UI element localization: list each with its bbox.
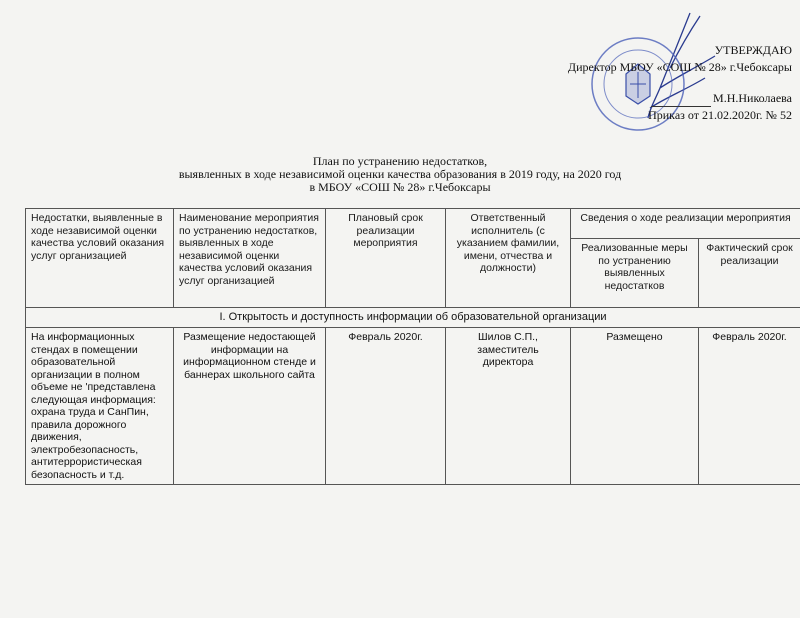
- header-done-measures: Реализованные меры по устранению выявленных недостатков: [571, 239, 699, 308]
- header-deadline: Плановый срок реализации мероприятия: [326, 209, 446, 308]
- cell-deadline: Февраль 2020г.: [326, 328, 446, 485]
- cell-deficiency: На информационных стендах в помещении образовательной организации в полном объеме не 'представлена следующая информация: охрана труда и СанПин, правила дорожного движения, электробезопасность, антитеррористическая безопасность и т.д.: [26, 328, 174, 485]
- header-deficiency: Недостатки, выявленные в ходе независимой оценки качества условий оказания услуг организацией: [26, 209, 174, 308]
- document-title: [0, 155, 800, 194]
- approval-signatory: М.Н.Николаева: [713, 91, 792, 105]
- title-line-3: в МБОУ «СОШ № 28» г.Чебоксары: [309, 180, 491, 194]
- plan-table: [25, 208, 800, 485]
- section-row: [26, 308, 800, 328]
- approval-block: [568, 42, 792, 124]
- approval-order: Приказ от 21.02.2020г. № 52: [648, 108, 792, 122]
- cell-done: Размещено: [571, 328, 699, 485]
- table-header-row: [26, 209, 800, 239]
- cell-actual: Февраль 2020г.: [699, 328, 800, 485]
- header-progress-group: Сведения о ходе реализации мероприятия: [571, 209, 800, 239]
- cell-measure: Размещение недостающей информации на информационном стенде и баннерах школьного сайта: [174, 328, 326, 485]
- section-title: I. Открытость и доступность информации об образовательной организации: [26, 308, 800, 328]
- cell-responsible: Шилов С.П., заместитель директора: [446, 328, 571, 485]
- approval-heading: УТВЕРЖДАЮ: [714, 43, 792, 57]
- header-responsible: Ответственный исполнитель (с указанием фамилии, имени, отчества и должности): [446, 209, 571, 308]
- approval-position: Директор МБОУ «СОШ № 28» г.Чебоксары: [567, 60, 792, 74]
- table-row: [26, 328, 800, 485]
- header-actual-deadline: Фактический срок реализации: [699, 239, 800, 308]
- signature-line: [651, 94, 711, 107]
- header-measure: Наименование мероприятия по устранению недостатков, выявленных в ходе независимой оценки качества условий оказания услуг организацией: [174, 209, 326, 308]
- title-line-2: выявленных в ходе независимой оценки качества образования в 2019 году, на 2020 год: [178, 167, 622, 181]
- title-line-1: План по устранению недостатков,: [312, 154, 488, 168]
